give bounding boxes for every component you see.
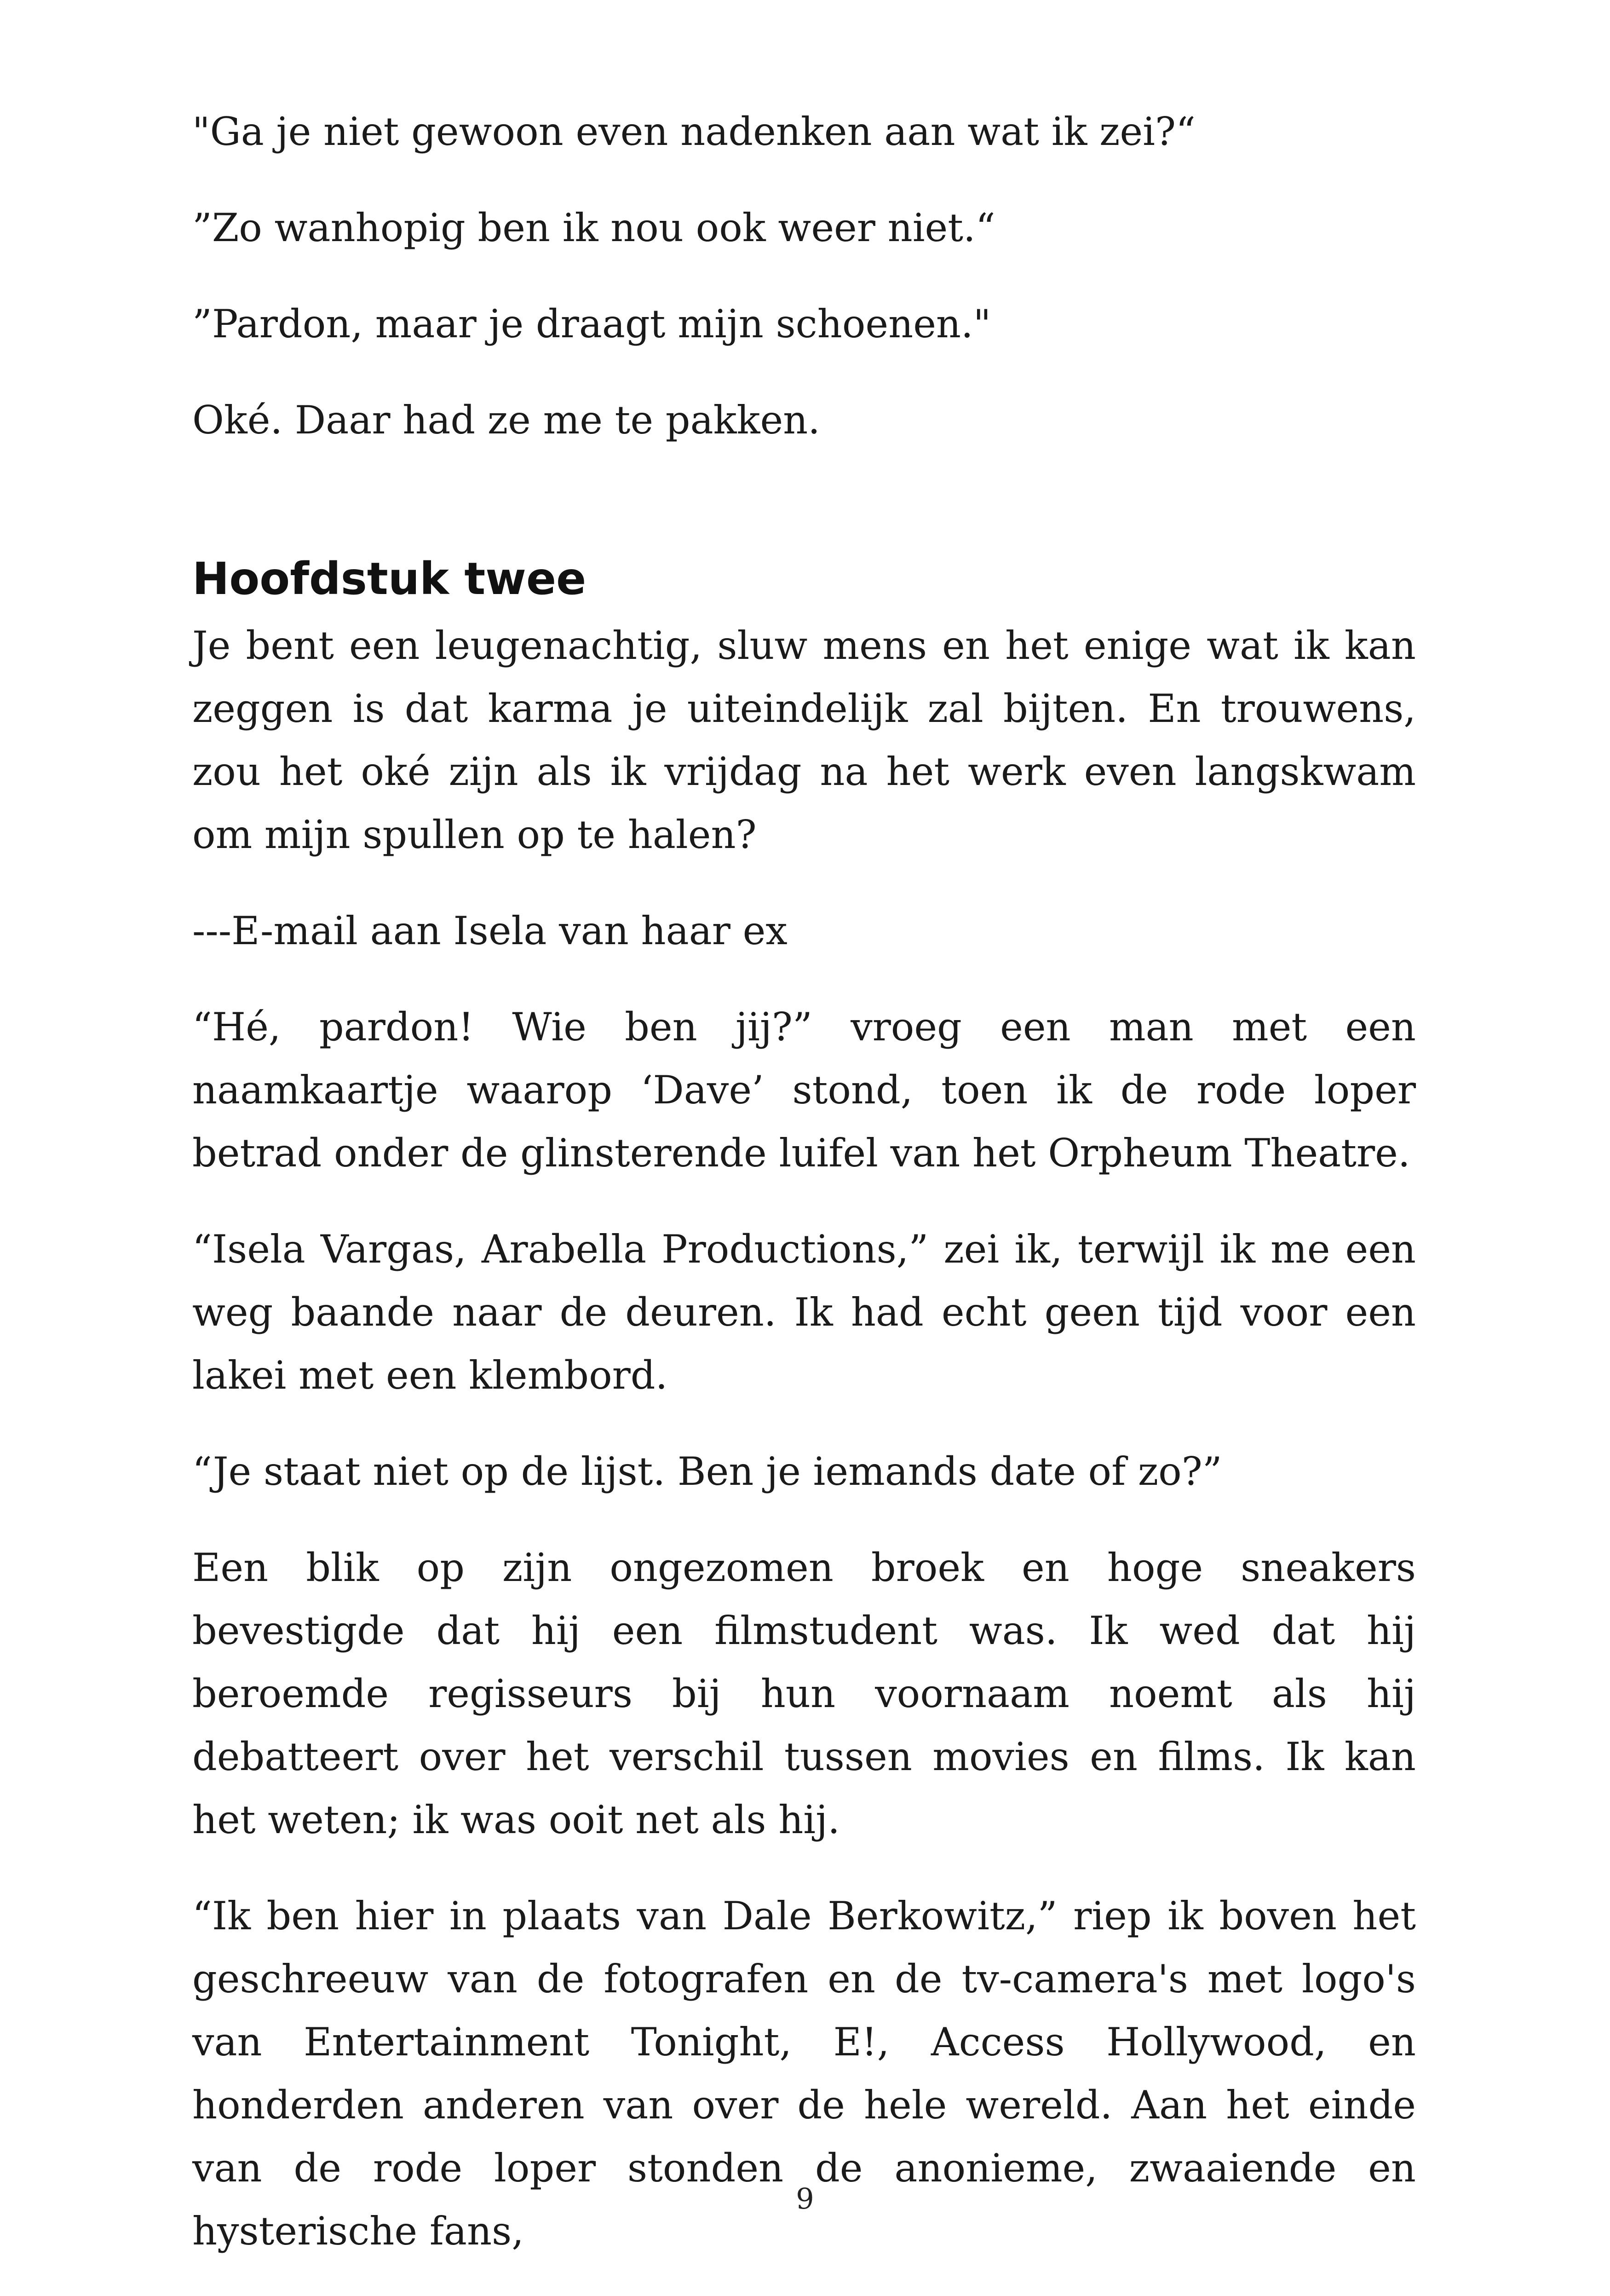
page-number: 9 <box>796 2182 814 2215</box>
body-paragraph: Een blik op zijn ongezomen broek en hoge sneakers bevestigde dat hij een filmstudent was. Ik wed dat hij beroemde regisseurs bij hun voornaam noemt als hij debatteert over het verschil tussen movies en films. Ik kan het weten; ik was ooit net als hij. <box>192 1545 1416 1842</box>
page-body <box>192 100 1416 2296</box>
epigraph-paragraph: Je bent een leugenachtig, sluw mens en het enige wat ik kan zeggen is dat karma je uiteindelijk zal bijten. En trouwens, zou het oké zijn als ik vrijdag na het werk even langskwam om mijn spullen op te halen? <box>192 623 1416 857</box>
chapter-heading: Hoofdstuk twee <box>192 553 586 605</box>
dialogue-line: ”Pardon, maar je draagt mijn schoenen." <box>192 301 991 346</box>
dialogue-line: "Ga je niet gewoon even nadenken aan wat ik zei?“ <box>192 109 1196 154</box>
dialogue-line: Oké. Daar had ze me te pakken. <box>192 398 820 443</box>
dialogue-line: ”Zo wanhopig ben ik nou ook weer niet.“ <box>192 205 995 250</box>
body-paragraph: “Ik ben hier in plaats van Dale Berkowitz,” riep ik boven het geschreeuw van de fotografen en de tv-camera's met logo's van Entertainment Tonight, E!, Access Hollywood, en honderden anderen van over de hele wereld. Aan het einde van de rode loper stonden de anonieme, zwaaiende en hysterische fans, <box>192 1893 1416 2254</box>
body-paragraph: “Je staat niet op de lijst. Ben je iemands date of zo?” <box>192 1449 1222 1494</box>
body-paragraph: “Isela Vargas, Arabella Productions,” zei ik, terwijl ik me een weg baande naar de deuren. Ik had echt geen tijd voor een lakei met een klembord. <box>192 1227 1416 1398</box>
epigraph-attribution: ---E-mail aan Isela van haar ex <box>192 908 788 953</box>
body-paragraph: “Hé, pardon! Wie ben jij?” vroeg een man met een naamkaartje waarop ‘Dave’ stond, toen ik de rode loper betrad onder de glinsterende luifel van het Orpheum Theatre. <box>192 1004 1416 1176</box>
opening-dialogue <box>192 100 1416 452</box>
